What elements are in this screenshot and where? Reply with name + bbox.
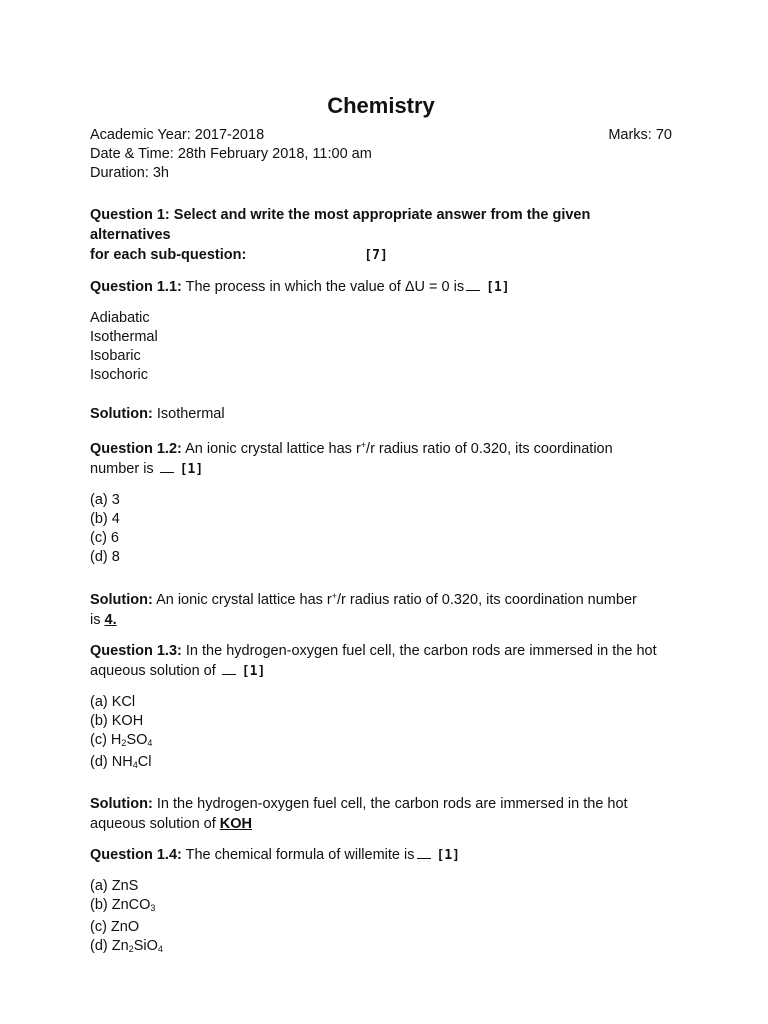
- question-1-1-options: [90, 309, 672, 385]
- option: Adiabatic: [90, 310, 150, 326]
- date-time: Date & Time: 28th February 2018, 11:00 am: [90, 146, 372, 162]
- option: (a) ZnS: [90, 878, 139, 894]
- academic-year: Academic Year: 2017-2018: [90, 127, 265, 143]
- question-1-2-text-pre: An ionic crystal lattice has r: [185, 441, 361, 457]
- question-1-3-line2: [90, 661, 672, 682]
- total-marks: Marks: 70: [608, 127, 672, 143]
- option: (d) 8: [90, 549, 120, 565]
- question-1-line2-text: for each sub-question:: [90, 247, 247, 263]
- question-1-2-solution: [90, 586, 672, 630]
- solution-text-post: /r radius ratio of 0.320, its coordination number: [337, 592, 637, 608]
- option-text: (d) Zn: [90, 938, 129, 954]
- question-1-2-text-post: /r radius ratio of 0.320, its coordination: [366, 441, 613, 457]
- solution-label: Solution:: [90, 796, 153, 812]
- option: Isochoric: [90, 367, 149, 383]
- question-1-4-marks: [1]: [436, 848, 460, 863]
- question-1-2-label: Question 1.2:: [90, 441, 182, 457]
- option: [90, 937, 672, 959]
- question-1-1-marks: [1]: [486, 280, 510, 295]
- question-1-1-label: Question 1.1:: [90, 279, 182, 295]
- question-1-4-options: [90, 877, 672, 959]
- solution-text-pre: An ionic crystal lattice has r: [156, 592, 332, 608]
- page-title: Chemistry: [327, 93, 435, 118]
- question-1-3-label: Question 1.3:: [90, 643, 182, 659]
- option: Isobaric: [90, 348, 141, 364]
- question-1-3-solution: [90, 794, 672, 834]
- question-1-3-marks: [1]: [241, 664, 266, 679]
- option-text: Cl: [137, 754, 152, 770]
- option-text: (c) H: [90, 732, 122, 748]
- option: [90, 896, 672, 918]
- solution-line2: [90, 610, 672, 630]
- option: [90, 731, 672, 753]
- option-text: SiO: [133, 938, 158, 954]
- question-1-4-text: The chemical formula of willemite is: [185, 847, 415, 863]
- superscript: +: [360, 440, 367, 450]
- question-1-2: [90, 435, 672, 480]
- subscript: 2: [128, 944, 134, 954]
- solution-answer: 4.: [104, 612, 117, 628]
- option-text: SO: [126, 732, 148, 748]
- subscript: 4: [132, 760, 138, 770]
- question-1-line1: Question 1: Select and write the most appropriate answer from the given alternatives: [90, 207, 591, 243]
- question-1-2-options: [90, 491, 672, 567]
- subscript: 2: [121, 738, 127, 748]
- option: (b) 4: [90, 511, 120, 527]
- solution-answer: KOH: [219, 816, 253, 832]
- solution-label: Solution:: [90, 592, 153, 608]
- solution-line1: [90, 586, 672, 610]
- question-1-2-line2: [90, 459, 672, 480]
- question-1-4-label: Question 1.4:: [90, 847, 182, 863]
- question-1-marks: [7]: [364, 248, 388, 263]
- option: Isothermal: [90, 329, 158, 345]
- question-1-3-text-line1: In the hydrogen-oxygen fuel cell, the carbon rods are immersed in the hot: [185, 643, 657, 659]
- question-1-3-text-line2: aqueous solution of: [90, 663, 216, 679]
- option: (a) 3: [90, 492, 120, 508]
- question-1-3-line1: [90, 641, 672, 661]
- option-text: (d) NH: [90, 754, 133, 770]
- answer-blank: [417, 847, 431, 859]
- solution-text-line2: aqueous solution of: [90, 816, 216, 832]
- question-1-2-line1: [90, 435, 672, 459]
- duration: Duration: 3h: [90, 165, 169, 181]
- question-1-1-text: The process in which the value of ΔU = 0 is: [185, 279, 465, 295]
- option: [90, 753, 672, 775]
- subscript: 4: [147, 738, 153, 748]
- question-1-2-text-line2: number is: [90, 461, 154, 477]
- solution-line2: [90, 814, 672, 834]
- document-page: [90, 92, 672, 959]
- option: (b) KOH: [90, 713, 144, 729]
- question-1-4: [90, 845, 672, 866]
- option-text: (b) ZnCO: [90, 897, 151, 913]
- question-1-1: [90, 277, 672, 298]
- option: (c) 6: [90, 530, 119, 546]
- subscript: 4: [157, 944, 163, 954]
- subscript: 3: [150, 903, 156, 913]
- question-1-1-solution: [90, 404, 672, 424]
- option: (a) KCl: [90, 694, 136, 710]
- meta-row-year: [90, 126, 672, 145]
- solution-text: Isothermal: [156, 406, 225, 422]
- question-1-3: [90, 641, 672, 682]
- question-1-line2: [90, 245, 672, 266]
- solution-text-line1: In the hydrogen-oxygen fuel cell, the carbon rods are immersed in the hot: [156, 796, 628, 812]
- question-1-heading: [90, 205, 672, 266]
- answer-blank: [160, 461, 174, 473]
- question-1-2-marks: [1]: [179, 462, 204, 477]
- answer-blank: [466, 279, 480, 291]
- solution-line1: [90, 794, 672, 814]
- superscript: +: [331, 591, 338, 601]
- answer-blank: [222, 663, 236, 675]
- solution-label: Solution:: [90, 406, 153, 422]
- question-1-3-options: [90, 693, 672, 775]
- option: (c) ZnO: [90, 919, 140, 935]
- solution-line2-text: is: [90, 612, 101, 628]
